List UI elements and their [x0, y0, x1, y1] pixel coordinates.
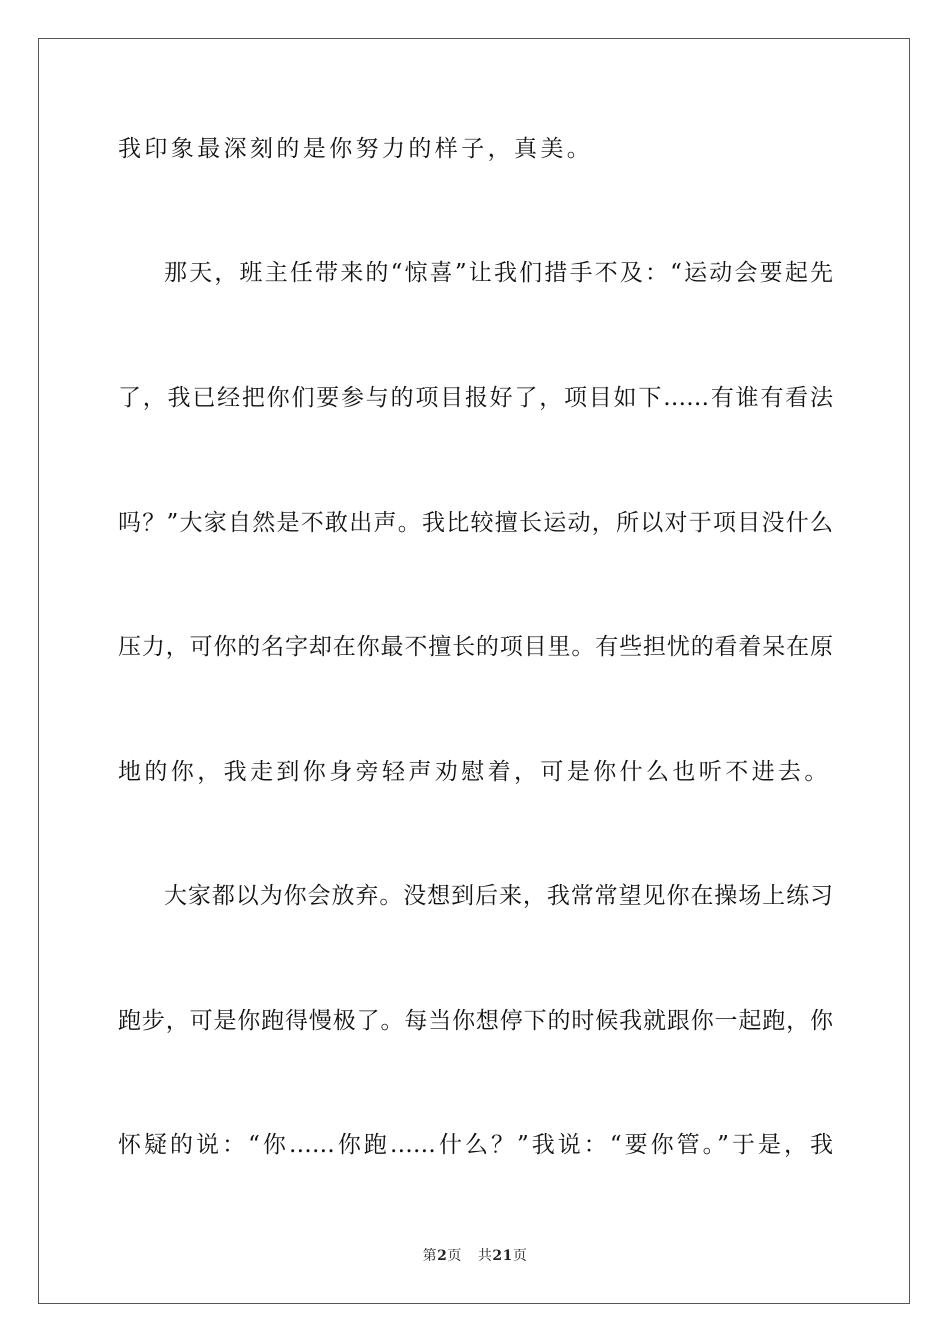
paragraph-line-3: 了，我已经把你们要参与的项目报好了，项目如下……有谁有看法 — [118, 385, 833, 411]
paragraph-line-7: 大家都以为你会放弃。没想到后来，我常常望见你在操场上练习 — [164, 883, 833, 909]
paragraph-line-4: 吗？”大家自然是不敢出声。我比较擅长运动，所以对于项目没什么 — [118, 510, 833, 536]
paragraph-line-6: 地的你，我走到你身旁轻声劝慰着，可是你什么也听不进去。 — [118, 759, 831, 785]
page-border — [38, 38, 910, 1304]
paragraph-line-1: 我印象最深刻的是你努力的样子，真美。 — [118, 136, 594, 162]
total-pages: 21 — [492, 1248, 513, 1264]
total-suffix: 页 — [512, 1248, 528, 1264]
paragraph-line-2: 那天，班主任带来的“惊喜”让我们措手不及：“运动会要起先 — [164, 260, 833, 286]
paragraph-line-9: 怀疑的说：“你……你跑……什么？”我说：“要你管。”于是，我 — [118, 1132, 833, 1158]
page-prefix: 第 — [422, 1248, 438, 1264]
page-number: 2 — [437, 1248, 448, 1264]
page-footer — [0, 1246, 950, 1266]
page-suffix: 页 — [447, 1248, 462, 1264]
total-prefix: 共 — [477, 1248, 493, 1264]
paragraph-line-8: 跑步，可是你跑得慢极了。每当你想停下的时候我就跟你一起跑，你 — [118, 1008, 833, 1034]
paragraph-line-5: 压力，可你的名字却在你最不擅长的项目里。有些担忧的看着呆在原 — [118, 634, 833, 660]
